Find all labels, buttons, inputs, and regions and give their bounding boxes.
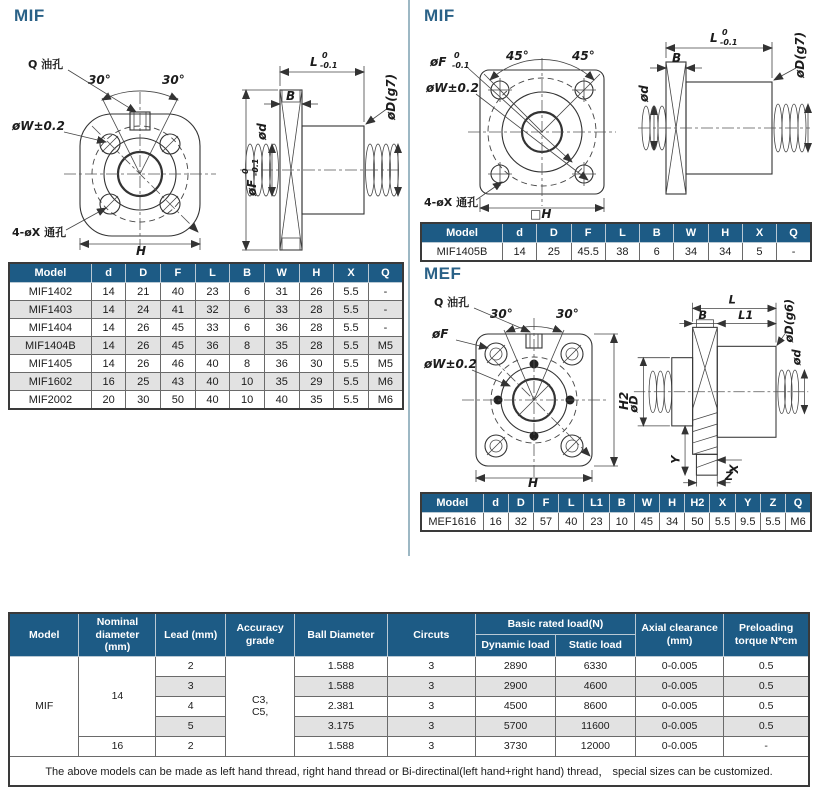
screw-dia-dimension — [637, 85, 654, 150]
angle-left-label: 45° — [506, 49, 529, 63]
nut-dia-dimension — [777, 299, 796, 345]
nut-dia-dimension — [774, 32, 808, 152]
column-header: Model — [421, 493, 483, 513]
l-dimension — [280, 51, 364, 122]
value-cell: 34 — [674, 243, 708, 262]
circuts-cell: 3 — [387, 736, 475, 756]
mef-dimensions-table — [420, 492, 812, 532]
column-header: L1 — [584, 493, 609, 513]
specifications-table — [8, 612, 810, 787]
column-header: L — [559, 493, 584, 513]
center-flange — [693, 320, 718, 475]
column-header: d — [503, 223, 537, 243]
length-dim-label: L — [728, 292, 736, 307]
value-cell: 14 — [91, 319, 126, 337]
value-cell: 14 — [91, 337, 126, 355]
width-dim-label: H — [136, 244, 147, 258]
value-cell: 16 — [483, 513, 508, 532]
value-cell: 36 — [264, 355, 299, 373]
value-cell: 30 — [126, 391, 161, 410]
accuracy-line-1: C3, — [251, 694, 269, 707]
mef-front-view-drawing — [422, 288, 634, 488]
column-header: F — [161, 263, 196, 283]
value-cell: 38 — [605, 243, 639, 262]
column-header: D — [537, 223, 571, 243]
value-cell: 5.5 — [334, 355, 369, 373]
oil-hole-label: Q 油孔 — [28, 58, 64, 71]
mif-square-side-view-drawing — [636, 28, 812, 218]
value-cell: 32 — [508, 513, 533, 532]
flange-tol-upper: 0 — [241, 168, 250, 174]
leaders-and-labels — [11, 57, 136, 239]
column-header: Model — [421, 223, 503, 243]
note-row — [9, 756, 809, 786]
value-cell: 25 — [126, 373, 161, 391]
value-cell: 41 — [161, 301, 196, 319]
value-cell: 6 — [640, 243, 674, 262]
l1-dim-label: L1 — [738, 307, 754, 322]
nominal-diameter-cell: 16 — [79, 736, 156, 756]
column-header: Q — [777, 223, 811, 243]
ball-diameter-cell: 2.381 — [295, 696, 387, 716]
column-header: H — [708, 223, 742, 243]
value-cell: - — [368, 319, 403, 337]
value-cell: 28 — [299, 337, 334, 355]
flange-dia-label: øF — [245, 179, 259, 196]
length-tol-upper: 0 — [722, 28, 728, 37]
value-cell: 6 — [230, 301, 265, 319]
value-cell: - — [777, 243, 811, 262]
section-title-mef: MEF — [424, 264, 462, 283]
value-cell: 10 — [230, 373, 265, 391]
preloading-torque-cell: 0.5 — [724, 676, 809, 696]
bolt-circle-label: øW±0.2 — [424, 357, 477, 371]
column-header: W — [634, 493, 659, 513]
circuts-cell: 3 — [387, 676, 475, 696]
value-cell: 5.5 — [334, 391, 369, 410]
column-header-circuts: Circuts — [387, 613, 475, 656]
column-header: X — [334, 263, 369, 283]
circuts-cell: 3 — [387, 696, 475, 716]
static-load-cell: 8600 — [555, 696, 635, 716]
z-dim-label: Z — [724, 468, 734, 483]
ball-diameter-cell: 1.588 — [295, 736, 387, 756]
column-header: W — [264, 263, 299, 283]
column-header: Z — [760, 493, 785, 513]
column-header: d — [483, 493, 508, 513]
center-lines — [64, 92, 216, 252]
value-cell: 8 — [230, 355, 265, 373]
value-cell: 36 — [264, 319, 299, 337]
flange-tol-lower: -0.1 — [251, 158, 260, 176]
column-header: F — [533, 493, 558, 513]
static-load-cell: 11600 — [555, 716, 635, 736]
value-cell: 24 — [126, 301, 161, 319]
nut-dia-label: øD(g7) — [793, 31, 807, 78]
spec-row — [9, 736, 809, 756]
axial-clearance-cell: 0-0.005 — [635, 736, 723, 756]
model-cell: MIF1403 — [9, 301, 91, 319]
column-header-axial-clearance: Axial clearance (mm) — [635, 613, 723, 656]
value-cell: 26 — [126, 319, 161, 337]
value-cell: 34 — [660, 513, 685, 532]
value-cell: 5.5 — [334, 337, 369, 355]
b-dimension — [650, 51, 702, 68]
static-load-cell: 12000 — [555, 736, 635, 756]
value-cell: 5 — [742, 243, 776, 262]
column-header: Y — [735, 493, 760, 513]
value-cell: 40 — [264, 391, 299, 410]
table-row — [9, 319, 403, 337]
bolt-circle-label: øW±0.2 — [12, 119, 65, 133]
ball-diameter-cell: 1.588 — [295, 656, 387, 676]
value-cell: 50 — [161, 391, 196, 410]
b-l1-dimensions — [679, 308, 776, 324]
preloading-torque-cell: 0.5 — [724, 696, 809, 716]
value-cell: 50 — [685, 513, 710, 532]
table-row — [9, 373, 403, 391]
value-cell: 40 — [195, 373, 230, 391]
nut-dia-label: øD(g6) — [782, 298, 797, 343]
value-cell: 5.5 — [334, 283, 369, 301]
value-cell: 21 — [126, 283, 161, 301]
angle-dimension — [88, 73, 185, 174]
value-cell: 5.5 — [334, 373, 369, 391]
angle-left-label: 30° — [88, 73, 111, 87]
column-header: Q — [368, 263, 403, 283]
axial-clearance-cell: 0-0.005 — [635, 676, 723, 696]
left-dia-label: øD — [626, 395, 641, 413]
value-cell: 5.5 — [334, 301, 369, 319]
angle-right-label: 30° — [556, 307, 579, 321]
static-load-cell: 6330 — [555, 656, 635, 676]
mif-square-flange-front-view-drawing — [422, 28, 636, 221]
column-header: D — [126, 263, 161, 283]
header-row-1 — [9, 613, 809, 635]
value-cell: 45.5 — [571, 243, 605, 262]
column-header: L — [605, 223, 639, 243]
table-row — [9, 283, 403, 301]
dynamic-load-cell: 5700 — [476, 716, 556, 736]
model-cell: MIF1405B — [421, 243, 503, 262]
angle-left-label: 30° — [490, 307, 513, 321]
mif-dimensions-table — [8, 262, 404, 410]
value-cell: 6 — [230, 283, 265, 301]
column-header: W — [674, 223, 708, 243]
value-cell: 40 — [195, 355, 230, 373]
length-tol-lower: -0.1 — [320, 61, 338, 70]
value-cell: 23 — [195, 283, 230, 301]
y-dimension — [668, 426, 685, 475]
flange-tol-upper: 0 — [454, 51, 460, 60]
value-cell: 33 — [195, 319, 230, 337]
value-cell: 14 — [503, 243, 537, 262]
value-cell: M6 — [368, 373, 403, 391]
through-holes-label: 4-øX 通孔 — [12, 226, 67, 239]
dynamic-load-cell: 2900 — [476, 676, 556, 696]
mif1405b-dimensions-table — [420, 222, 812, 262]
header-row — [421, 493, 811, 513]
column-header: D — [508, 493, 533, 513]
dynamic-load-cell: 3730 — [476, 736, 556, 756]
b-dimension — [264, 89, 318, 104]
value-cell: 36 — [195, 337, 230, 355]
model-cell: MIF1404 — [9, 319, 91, 337]
column-header: B — [640, 223, 674, 243]
nut-dia-label: øD(g7) — [384, 73, 398, 120]
table-row — [9, 337, 403, 355]
table-row — [9, 391, 403, 410]
accuracy-line-2: C5, — [251, 706, 269, 719]
value-cell: 43 — [161, 373, 196, 391]
flange-dia-label: øF — [430, 55, 447, 69]
model-cell: MIF2002 — [9, 391, 91, 410]
value-cell: 33 — [264, 301, 299, 319]
table-row — [421, 513, 811, 532]
column-header: H — [299, 263, 334, 283]
lead-cell: 4 — [156, 696, 225, 716]
screw-dia-label: ød — [255, 123, 269, 140]
value-cell: 46 — [161, 355, 196, 373]
value-cell: 5.5 — [710, 513, 735, 532]
model-cell: MIF — [9, 656, 79, 756]
lead-cell: 5 — [156, 716, 225, 736]
value-cell: 20 — [91, 391, 126, 410]
column-header: X — [742, 223, 776, 243]
value-cell: 57 — [533, 513, 558, 532]
value-cell: 10 — [230, 391, 265, 410]
value-cell: 8 — [230, 337, 265, 355]
preloading-torque-cell: 0.5 — [724, 716, 809, 736]
value-cell: M5 — [368, 355, 403, 373]
length-tol-lower: -0.1 — [720, 38, 738, 47]
flange-width-label: B — [286, 89, 296, 103]
value-cell: 5.5 — [760, 513, 785, 532]
flange-tol-lower: -0.1 — [452, 61, 470, 70]
mif-flange-front-view-drawing — [6, 28, 236, 256]
value-cell: 40 — [559, 513, 584, 532]
column-header: H2 — [685, 493, 710, 513]
customization-note: The above models can be made as left hand thread, right hand thread or Bi-directinal(left hand+right hand) thread， special sizes can be customized. — [9, 756, 809, 786]
lead-cell: 2 — [156, 736, 225, 756]
value-cell: 45 — [161, 337, 196, 355]
value-cell: 45 — [161, 319, 196, 337]
value-cell: 6 — [230, 319, 265, 337]
value-cell: 40 — [161, 283, 196, 301]
value-cell: 28 — [299, 319, 334, 337]
angle-right-label: 45° — [572, 49, 595, 63]
column-header: X — [710, 493, 735, 513]
column-header-ball-diameter: Ball Diameter — [295, 613, 387, 656]
section-title-mif-left: MIF — [14, 6, 45, 25]
dynamic-load-cell: 2890 — [476, 656, 556, 676]
model-cell: MIF1602 — [9, 373, 91, 391]
angle-right-label: 30° — [162, 73, 185, 87]
column-header-dynamic-load: Dynamic load — [476, 635, 556, 656]
value-cell: 35 — [299, 391, 334, 410]
circuts-cell: 3 — [387, 716, 475, 736]
column-header: H — [660, 493, 685, 513]
column-header: Q — [786, 493, 811, 513]
value-cell: 14 — [91, 355, 126, 373]
axial-clearance-cell: 0-0.005 — [635, 656, 723, 676]
column-header-accuracy: Accuracy grade — [225, 613, 294, 656]
lead-cell: 3 — [156, 676, 225, 696]
column-header: Model — [9, 263, 91, 283]
leaders-and-labels — [424, 51, 588, 209]
value-cell: M5 — [368, 337, 403, 355]
value-cell: 26 — [126, 355, 161, 373]
static-load-cell: 4600 — [555, 676, 635, 696]
mif-side-view-drawing — [238, 28, 404, 256]
oil-hole-label: Q 油孔 — [434, 296, 470, 309]
axial-clearance-cell: 0-0.005 — [635, 696, 723, 716]
length-dim-label: L — [310, 55, 318, 69]
lead-cell: 2 — [156, 656, 225, 676]
value-cell: 30 — [299, 355, 334, 373]
value-cell: 14 — [91, 301, 126, 319]
table-row — [9, 301, 403, 319]
value-cell: 5.5 — [334, 319, 369, 337]
table-row — [421, 243, 811, 262]
column-header: F — [571, 223, 605, 243]
nut-body — [717, 346, 776, 437]
l-dimension — [666, 28, 772, 78]
value-cell: 26 — [126, 337, 161, 355]
value-cell: 35 — [264, 373, 299, 391]
height-dim-label: H2 — [617, 391, 631, 410]
value-cell: - — [368, 301, 403, 319]
header-row — [421, 223, 811, 243]
column-header-nominal-diameter: Nominal diameter (mm) — [79, 613, 156, 656]
model-cell: MEF1616 — [421, 513, 483, 532]
column-header-basic-load: Basic rated load(N) — [476, 613, 636, 635]
ball-diameter-cell: 1.588 — [295, 676, 387, 696]
value-cell: 40 — [195, 391, 230, 410]
dynamic-load-cell: 4500 — [476, 696, 556, 716]
y-dim-label: Y — [668, 455, 683, 464]
value-cell: 9.5 — [735, 513, 760, 532]
value-cell: - — [368, 283, 403, 301]
value-cell: 25 — [537, 243, 571, 262]
value-cell: 32 — [195, 301, 230, 319]
table-row — [9, 355, 403, 373]
column-header-static-load: Static load — [555, 635, 635, 656]
preloading-torque-cell: 0.5 — [724, 656, 809, 676]
value-cell: 28 — [299, 301, 334, 319]
axial-clearance-cell: 0-0.005 — [635, 716, 723, 736]
width-dim-label: H — [528, 476, 539, 490]
mef-side-view-drawing — [626, 288, 812, 488]
value-cell: 45 — [634, 513, 659, 532]
circuts-cell: 3 — [387, 656, 475, 676]
column-header-model: Model — [9, 613, 79, 656]
model-cell: MIF1404B — [9, 337, 91, 355]
value-cell: M6 — [368, 391, 403, 410]
bolt-circle-label: øW±0.2 — [426, 81, 479, 95]
z-dimension — [683, 469, 734, 487]
width-dim-label: □H — [530, 207, 552, 221]
value-cell: 29 — [299, 373, 334, 391]
column-header: d — [91, 263, 126, 283]
screw-dia-label: ød — [637, 85, 651, 102]
model-cell: MIF1402 — [9, 283, 91, 301]
ball-diameter-cell: 3.175 — [295, 716, 387, 736]
value-cell: 23 — [584, 513, 609, 532]
column-header: L — [195, 263, 230, 283]
flange-width-label: B — [672, 51, 682, 65]
length-tol-upper: 0 — [322, 51, 328, 60]
value-cell: 26 — [299, 283, 334, 301]
spec-row — [9, 656, 809, 676]
header-row — [9, 263, 403, 283]
column-header: B — [609, 493, 634, 513]
column-header: B — [230, 263, 265, 283]
through-holes-label: 4-øX 通孔 — [424, 196, 479, 209]
preloading-torque-cell: - — [724, 736, 809, 756]
value-cell: 35 — [264, 337, 299, 355]
column-header-preloading-torque: Preloading torque N*cm — [724, 613, 809, 656]
column-header-lead: Lead (mm) — [156, 613, 225, 656]
x-dim-label: X — [727, 464, 742, 474]
section-title-mif-right: MIF — [424, 6, 455, 25]
value-cell: 16 — [91, 373, 126, 391]
accuracy-grade-cell — [225, 656, 294, 756]
screw-dia-label: ød — [789, 349, 804, 366]
value-cell: 34 — [708, 243, 742, 262]
column-divider — [408, 0, 410, 556]
value-cell: 10 — [609, 513, 634, 532]
nominal-diameter-cell: 14 — [79, 656, 156, 736]
length-dim-label: L — [710, 31, 718, 45]
model-cell: MIF1405 — [9, 355, 91, 373]
value-cell: M6 — [786, 513, 811, 532]
value-cell: 14 — [91, 283, 126, 301]
flange-width-label: B — [698, 307, 707, 322]
value-cell: 31 — [264, 283, 299, 301]
flange-dia-label: øF — [432, 327, 449, 341]
